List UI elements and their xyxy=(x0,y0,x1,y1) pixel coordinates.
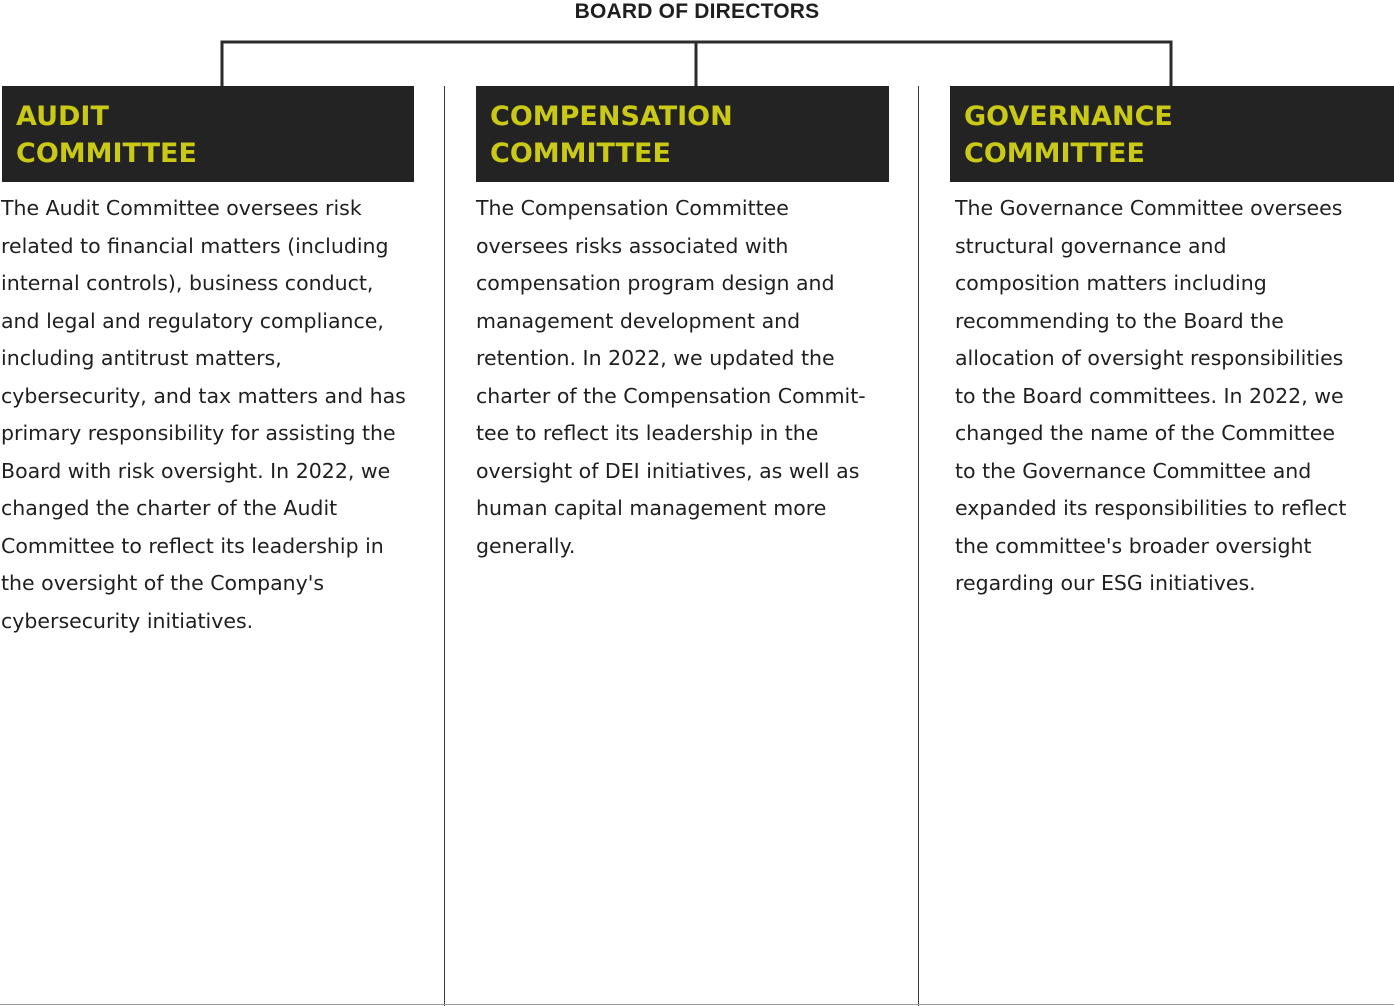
description-line: compensation program design and xyxy=(476,271,835,295)
description-line: related to financial matters (including xyxy=(1,233,389,258)
governance-committee-title-line-2: COMMITTEE xyxy=(964,138,1145,169)
audit-committee-title-line-1: AUDIT xyxy=(16,101,109,132)
description-line: structural governance and xyxy=(955,233,1227,258)
audit-committee-header xyxy=(2,86,414,182)
description-line: allocation of oversight responsibilities xyxy=(955,346,1344,370)
governance-committee-description xyxy=(955,190,1346,603)
description-line: human capital management more xyxy=(476,496,827,520)
audit-committee-description xyxy=(1,190,406,640)
description-line: the committee's broader oversight xyxy=(955,533,1312,558)
description-line: The Governance Committee oversees xyxy=(955,196,1343,220)
audit-committee-title-line-2: COMMITTEE xyxy=(16,138,197,169)
description-line: internal controls), business conduct, xyxy=(1,271,374,295)
description-line: charter of the Compensation Commit- xyxy=(476,383,866,408)
description-line: oversight of DEI initiatives, as well as xyxy=(476,458,860,483)
governance-committee-header xyxy=(950,86,1394,182)
description-line: tee to reflect its leadership in the xyxy=(476,421,819,445)
description-line: Committee to reflect its leadership in xyxy=(1,533,384,558)
description-line: including antitrust matters, xyxy=(1,346,282,370)
board-of-directors-title: BOARD OF DIRECTORS xyxy=(574,0,820,23)
description-line: retention. In 2022, we updated the xyxy=(476,346,835,370)
bottom-rule xyxy=(0,1004,1394,1005)
description-line: management development and xyxy=(476,308,801,333)
description-line: recommending to the Board the xyxy=(955,308,1284,333)
description-line: to the Board committees. In 2022, we xyxy=(955,383,1344,408)
description-line: to the Governance Committee and xyxy=(955,458,1312,483)
governance-committee-title-line-1: GOVERNANCE xyxy=(964,101,1173,132)
description-line: and legal and regulatory compliance, xyxy=(1,308,384,333)
compensation-committee-header xyxy=(476,86,889,182)
org-connector-lines xyxy=(0,0,1394,90)
compensation-committee-description xyxy=(476,190,866,565)
description-line: changed the name of the Committee xyxy=(955,421,1336,445)
description-line: The Audit Committee oversees risk xyxy=(1,196,362,220)
compensation-committee-title-line-2: COMMITTEE xyxy=(490,138,671,169)
description-line: primary responsibility for assisting the xyxy=(1,421,396,445)
description-line: composition matters including xyxy=(955,271,1267,295)
description-line: changed the charter of the Audit xyxy=(1,496,338,520)
column-divider-1 xyxy=(444,86,445,1006)
description-line: expanded its responsibilities to reflect xyxy=(955,496,1347,520)
compensation-committee-title-line-1: COMPENSATION xyxy=(490,101,733,132)
description-line: generally. xyxy=(476,533,576,558)
description-line: The Compensation Committee xyxy=(476,196,789,220)
description-line: cybersecurity, and tax matters and has xyxy=(1,383,406,408)
description-line: oversees risks associated with xyxy=(476,233,789,258)
description-line: the oversight of the Company's xyxy=(1,571,325,595)
column-divider-2 xyxy=(918,86,919,1006)
description-line: cybersecurity initiatives. xyxy=(1,608,254,633)
description-line: Board with risk oversight. In 2022, we xyxy=(1,458,391,483)
description-line: regarding our ESG initiatives. xyxy=(955,571,1256,595)
